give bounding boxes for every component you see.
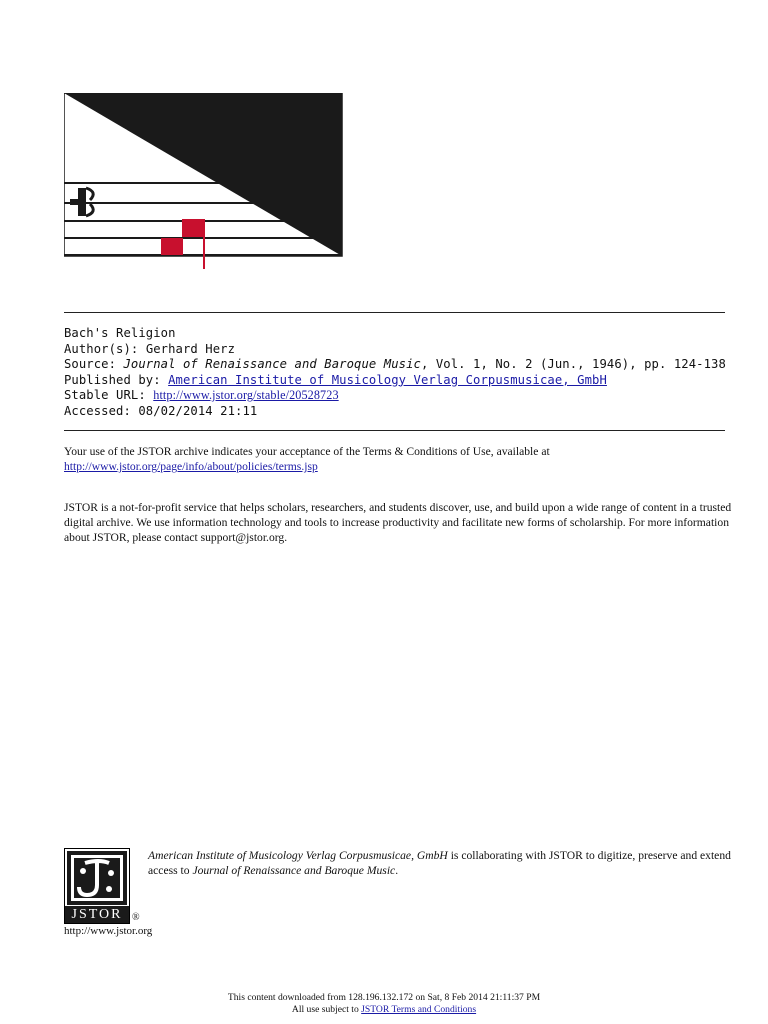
publisher-row — [64, 373, 726, 389]
footer-terms-link[interactable]: JSTOR Terms and Conditions — [361, 1003, 477, 1015]
author-label: Author(s): — [64, 341, 139, 356]
terms-link[interactable]: http://www.jstor.org/page/info/about/policies/terms.jsp — [64, 460, 318, 473]
jstor-logo[interactable] — [64, 848, 130, 924]
jstor-logo-text: JSTOR — [65, 906, 129, 923]
publisher-link[interactable]: American Institute of Musicology Verlag Corpusmusicae, GmbH — [168, 372, 607, 387]
jstor-emblem-icon — [65, 849, 129, 907]
collab-publisher: American Institute of Musicology Verlag Corpusmusicae, GmbH — [148, 849, 448, 862]
collab-text: is collaborating with JSTOR to digitize, preserve and extend access to — [148, 849, 731, 877]
footer-terms — [0, 1004, 768, 1016]
terms-text: Your use of the JSTOR archive indicates your acceptance of the Terms & Conditions of Use, available at — [64, 445, 550, 458]
divider-top — [64, 312, 725, 313]
collab-period: . — [395, 864, 399, 877]
author-value: Gerhard Herz — [145, 341, 236, 356]
about-jstor: JSTOR is a not-for-profit service that helps scholars, researchers, and students discover, use, and build upon a wide range of content in a trusted digital archive. We use information technology and tools to increase productivity and facilitate new forms of scholarship. For more information about JSTOR, please contact support@jstor.org. — [64, 501, 732, 544]
article-title: Bach's Religion — [64, 326, 176, 340]
author-row — [64, 342, 726, 358]
registered-mark: ® — [132, 912, 140, 923]
publisher-label: Published by: — [64, 372, 161, 387]
cover-graphic — [64, 93, 344, 273]
accessed-row — [64, 404, 726, 420]
footer-download-info: This content downloaded from 128.196.132.172 on Sat, 8 Feb 2014 21:11:37 PM — [227, 992, 541, 1003]
stable-url-link[interactable]: http://www.jstor.org/stable/20528723 — [153, 388, 339, 403]
accessed-value: 08/02/2014 21:11 — [138, 403, 258, 418]
source-journal: Journal of Renaissance and Baroque Music — [123, 357, 421, 372]
terms-notice — [64, 444, 734, 474]
source-details: , Vol. 1, No. 2 (Jun., 1946), pp. 124-138 — [421, 357, 726, 372]
source-label: Source: — [64, 357, 117, 372]
article-metadata — [64, 326, 726, 420]
source-row — [64, 357, 726, 373]
footer-terms-prefix: All use subject to — [291, 1003, 362, 1015]
download-footer — [0, 992, 768, 1015]
collab-journal: Journal of Renaissance and Baroque Music — [192, 864, 396, 877]
accessed-label: Accessed: — [64, 403, 131, 418]
jstor-url[interactable]: http://www.jstor.org — [64, 925, 153, 937]
stable-url-row — [64, 388, 726, 404]
divider-middle — [64, 430, 725, 431]
stable-url-label: Stable URL: — [64, 388, 146, 403]
collaboration-notice — [148, 848, 738, 878]
